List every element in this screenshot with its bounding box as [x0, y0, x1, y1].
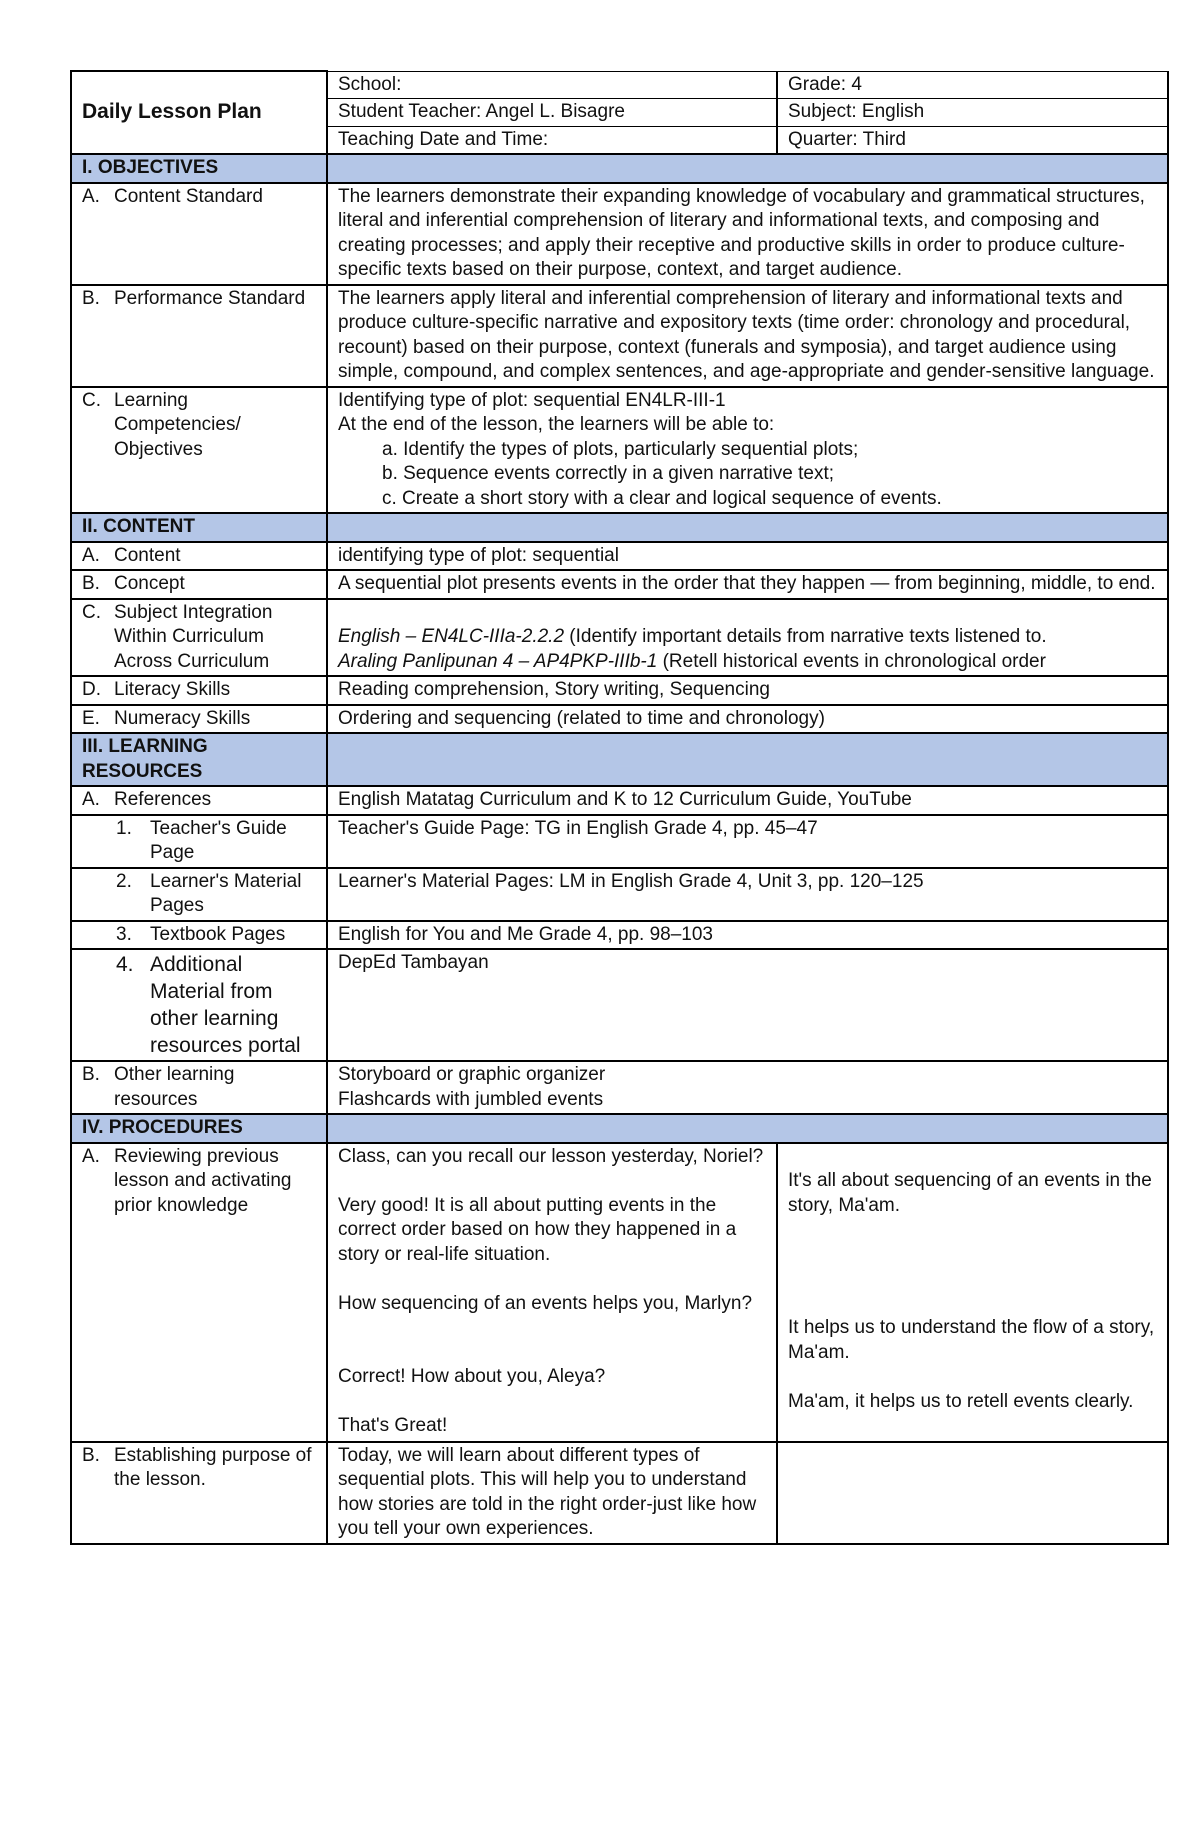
teacher-field: Student Teacher: Angel L. Bisagre — [327, 99, 777, 127]
numeracy-text: Ordering and sequencing (related to time and chronology) — [327, 705, 1168, 734]
row-teachers-guide: 1. Teacher's Guide Page Teacher's Guide Page: TG in English Grade 4, pp. 45–47 — [71, 815, 1168, 868]
concept-text: A sequential plot presents events in the order that they happen — from beginning, middle, to end. — [327, 570, 1168, 599]
row-learners-material: 2. Learner's Material Pages Learner's Material Pages: LM in English Grade 4, Unit 3, pp. 120–125 — [71, 868, 1168, 921]
row-label: Establishing purpose of the lesson. — [114, 1444, 312, 1490]
row-content-standard: A. Content Standard The learners demonstrate their expanding knowledge of vocabulary and grammatical structures, literal and inferential comprehension of literary and informational texts, and composing and creating processes; and apply their receptive and productive skills in order to produce culture-specific texts based on their purpose, context, and target audience. — [71, 183, 1168, 285]
document-title: Daily Lesson Plan — [71, 71, 327, 154]
row-label: Content — [114, 544, 181, 566]
objective-item: a. Identify the types of plots, particularly sequential plots; — [382, 438, 859, 460]
subject-field: Subject: English — [777, 99, 1168, 127]
row-label: Content Standard — [114, 185, 263, 207]
row-additional-material: 4. Additional Material from other learning resources portal DepEd Tambayan — [71, 949, 1168, 1061]
integration-text: English – EN4LC-IIIa-2.2.2 (Identify important details from narrative texts listened to. Araling Panlipunan 4 – AP4PKP-IIIb-1 (Retell historical events in chronological order — [327, 599, 1168, 677]
row-concept: B. Concept A sequential plot presents events in the order that they happen — from beginning, middle, to end. — [71, 570, 1168, 599]
row-numeracy: E. Numeracy Skills Ordering and sequencing (related to time and chronology) — [71, 705, 1168, 734]
section-procedures — [71, 1114, 1168, 1143]
row-label: Concept — [114, 573, 185, 594]
row-label: Performance Standard — [114, 287, 306, 309]
row-textbook: 3. Textbook Pages English for You and Me Grade 4, pp. 98–103 — [71, 921, 1168, 950]
lesson-plan-table — [70, 70, 1169, 1545]
learners-material-text: Learner's Material Pages: LM in English Grade 4, Unit 3, pp. 120–125 — [327, 868, 1168, 921]
section-heading: I. OBJECTIVES — [71, 154, 327, 183]
teachers-guide-text: Teacher's Guide Page: TG in English Grade 4, pp. 45–47 — [327, 815, 1168, 868]
row-integration: C. Subject Integration Within Curriculum Across Curriculum English – EN4LC-IIIa-2.2.2 (Identify important details from narrative texts listened to. Araling Panlipunan 4 – AP4PKP-IIIb-1 (Retell historical events in chronological order — [71, 599, 1168, 677]
row-label: Additional Material from other learning resources portal — [150, 953, 301, 1057]
competencies-text: Identifying type of plot: sequential EN4LR-III-1 At the end of the lesson, the learners will be able to: a. Identify the types of plots, particularly sequential plots; b. Sequence events correctly in a given narrative text; c. Create a short story with a clear and logical sequence of events. — [327, 387, 1168, 514]
row-label: References — [114, 789, 212, 810]
row-label: Reviewing previous lesson and activating prior knowledge — [114, 1145, 292, 1216]
row-content: A. Content identifying type of plot: sequential — [71, 542, 1168, 571]
objective-item: c. Create a short story with a clear and logical sequence of events. — [382, 487, 942, 509]
section-heading: III. LEARNING RESOURCES — [71, 733, 327, 786]
row-label: Subject Integration Within Curriculum — [114, 601, 273, 647]
row-label: Across Curriculum — [114, 650, 270, 672]
row-label: Literacy Skills — [114, 679, 231, 700]
content-text: identifying type of plot: sequential — [327, 542, 1168, 571]
row-literacy: D. Literacy Skills Reading comprehension, Story writing, Sequencing — [71, 676, 1168, 705]
row-references: A. References English Matatag Curriculum and K to 12 Curriculum Guide, YouTube — [71, 786, 1168, 815]
section-content — [71, 513, 1168, 542]
header-row-1 — [71, 71, 1168, 99]
section-heading: II. CONTENT — [71, 513, 327, 542]
row-label: Other learning resources — [114, 1064, 235, 1110]
row-label: Textbook Pages — [150, 923, 286, 945]
row-label: Teacher's Guide Page — [150, 817, 287, 863]
textbook-text: English for You and Me Grade 4, pp. 98–103 — [327, 921, 1168, 950]
row-purpose: B. Establishing purpose of the lesson. Today, we will learn about different types of sequential plots. This will help you to understand how stories are told in the right order-just like how you tell your own experiences. — [71, 1442, 1168, 1544]
row-label: Numeracy Skills — [114, 707, 251, 729]
literacy-text: Reading comprehension, Story writing, Sequencing — [327, 676, 1168, 705]
row-competencies: C. Learning Competencies/ Objectives Identifying type of plot: sequential EN4LR-III-1 At the end of the lesson, the learners will be able to: a. Identify the types of plots, particularly sequential plots; b. Sequence events correctly in a given narrative text; c. Create a short story with a clear and logical sequence of events. — [71, 387, 1168, 514]
other-resources-text: Storyboard or graphic organizer Flashcards with jumbled events — [327, 1061, 1168, 1114]
school-field: School: — [327, 71, 777, 99]
row-performance-standard: B. Performance Standard The learners apply literal and inferential comprehension of literary and informational texts and produce culture-specific narrative and expository texts (time order: chronology and procedural, recount) based on their purpose, context (funerals and symposia), and target audience using simple, compound, and complex sentences, and age-appropriate and gender-sensitive language. — [71, 285, 1168, 387]
grade-field: Grade: 4 — [777, 71, 1168, 99]
content-standard-text: The learners demonstrate their expanding knowledge of vocabulary and grammatical structures, literal and inferential comprehension of literary and informational texts, and composing and creating processes; and apply their receptive and productive skills in order to produce culture-specific texts based on their purpose, context, and target audience. — [327, 183, 1168, 285]
lesson-plan-page — [70, 70, 1167, 1545]
row-other-resources: B. Other learning resources Storyboard or graphic organizer Flashcards with jumbled events — [71, 1061, 1168, 1114]
section-heading: IV. PROCEDURES — [71, 1114, 327, 1143]
section-resources — [71, 733, 1168, 786]
quarter-field: Quarter: Third — [777, 126, 1168, 154]
row-reviewing: A. Reviewing previous lesson and activating prior knowledge Class, can you recall our lesson yesterday, Noriel? Very good! It is all about putting events in the correct order based on how they happened in a story or real-life situation. How sequencing of an events helps you, Marlyn? Correct! How about you, Aleya? That's Great! It's all about sequencing of an events in the story, Ma'am. It helps us to understand the flow of a story, Ma'am. Ma'am, it helps us to retell events clearly. — [71, 1143, 1168, 1442]
purpose-text: Today, we will learn about different types of sequential plots. This will help you to understand how stories are told in the right order-just like how you tell your own experiences. — [327, 1442, 777, 1544]
date-field: Teaching Date and Time: — [327, 126, 777, 154]
performance-standard-text: The learners apply literal and inferential comprehension of literary and informational texts and produce culture-specific narrative and expository texts (time order: chronology and procedural, recount) based on their purpose, context (funerals and symposia), and target audience using simple, compound, and complex sentences, and age-appropriate and gender-sensitive language. — [327, 285, 1168, 387]
purpose-student-cell — [777, 1442, 1168, 1544]
additional-material-text: DepEd Tambayan — [327, 949, 1168, 1061]
row-label: Learning Competencies/ Objectives — [114, 389, 241, 460]
references-text: English Matatag Curriculum and K to 12 Curriculum Guide, YouTube — [327, 786, 1168, 815]
teacher-activity: Class, can you recall our lesson yesterday, Noriel? Very good! It is all about putting events in the correct order based on how they happened in a story or real-life situation. How sequencing of an events helps you, Marlyn? Correct! How about you, Aleya? That's Great! — [327, 1143, 777, 1442]
row-label: Learner's Material Pages — [150, 870, 302, 916]
student-activity: It's all about sequencing of an events in the story, Ma'am. It helps us to understand the flow of a story, Ma'am. Ma'am, it helps us to retell events clearly. — [777, 1143, 1168, 1442]
section-objectives — [71, 154, 1168, 183]
objective-item: b. Sequence events correctly in a given narrative text; — [382, 463, 835, 484]
